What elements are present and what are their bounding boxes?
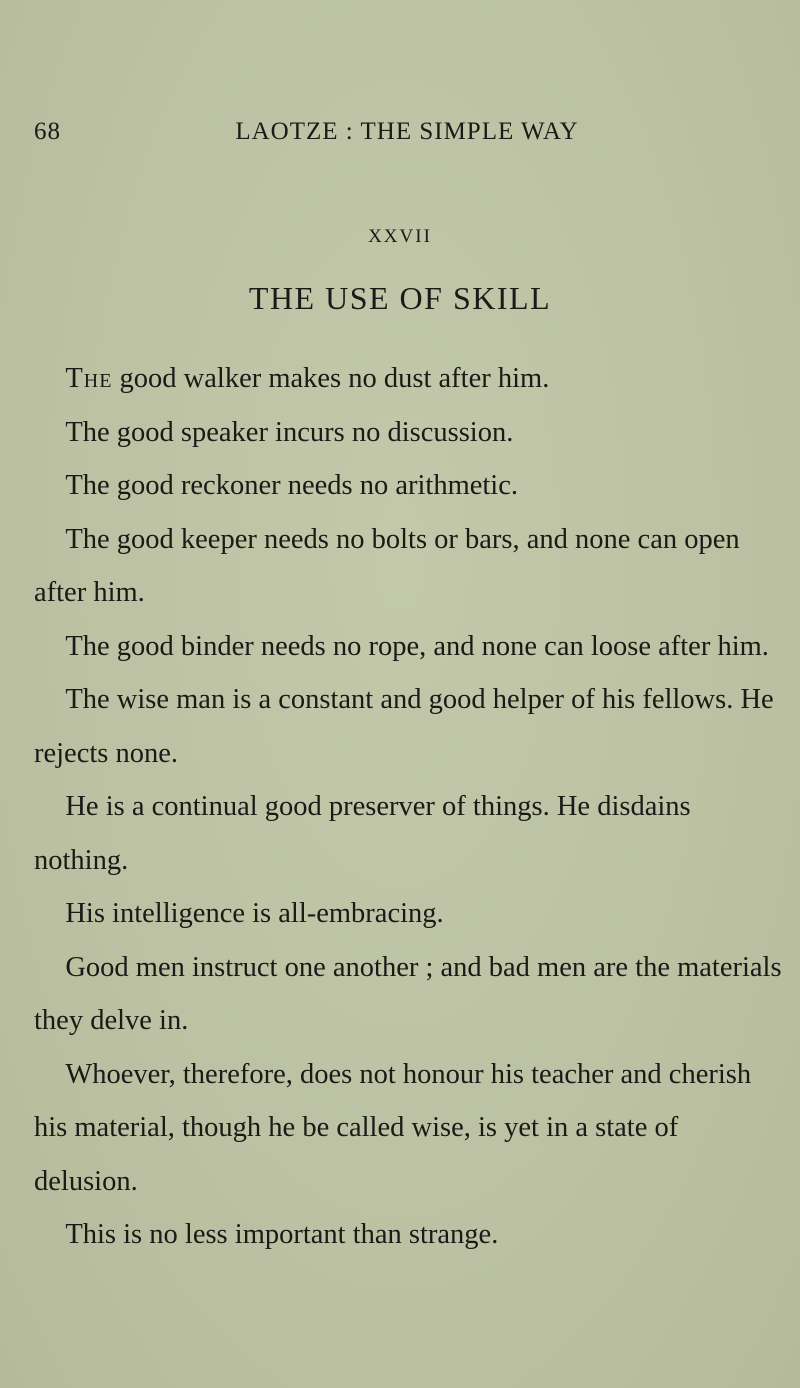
paragraph: The good speaker incurs no discussion. bbox=[65, 416, 514, 448]
paragraph: Whoever, therefore, does not honour his teacher and cherish his material, though he be called wise, is yet in a state of delusion. bbox=[34, 1058, 752, 1197]
chapter-number: XXVII bbox=[368, 226, 432, 247]
paragraph: His intelligence is all-embracing. bbox=[65, 898, 444, 929]
paragraph-lead-word: The bbox=[65, 363, 113, 394]
chapter-title: THE USE OF SKILL bbox=[248, 280, 552, 316]
paragraph: The wise man is a constant and good helper of his fellows. He rejects none. bbox=[34, 684, 774, 769]
paragraph bbox=[34, 352, 784, 406]
page-number: 68 bbox=[34, 118, 61, 145]
paragraph: The good binder needs no rope, and none can loose after him. bbox=[65, 630, 769, 662]
paragraph: He is a continual good preserver of things. He disdains nothing. bbox=[34, 791, 691, 876]
chapter-text bbox=[34, 352, 784, 1262]
paragraph: The good keeper needs no bolts or bars, and none can open after him. bbox=[34, 523, 740, 608]
running-head bbox=[34, 118, 766, 152]
paragraph: This is no less important than strange. bbox=[65, 1219, 499, 1250]
book-title: LAOTZE : THE SIMPLE WAY bbox=[235, 118, 579, 145]
paragraph: The good reckoner needs no arithmetic. bbox=[65, 470, 519, 501]
paragraph: Good men instruct one another ; and bad men are the materials they delve in. bbox=[34, 951, 782, 1036]
paragraph-text: good walker makes no dust after him. bbox=[112, 363, 550, 394]
